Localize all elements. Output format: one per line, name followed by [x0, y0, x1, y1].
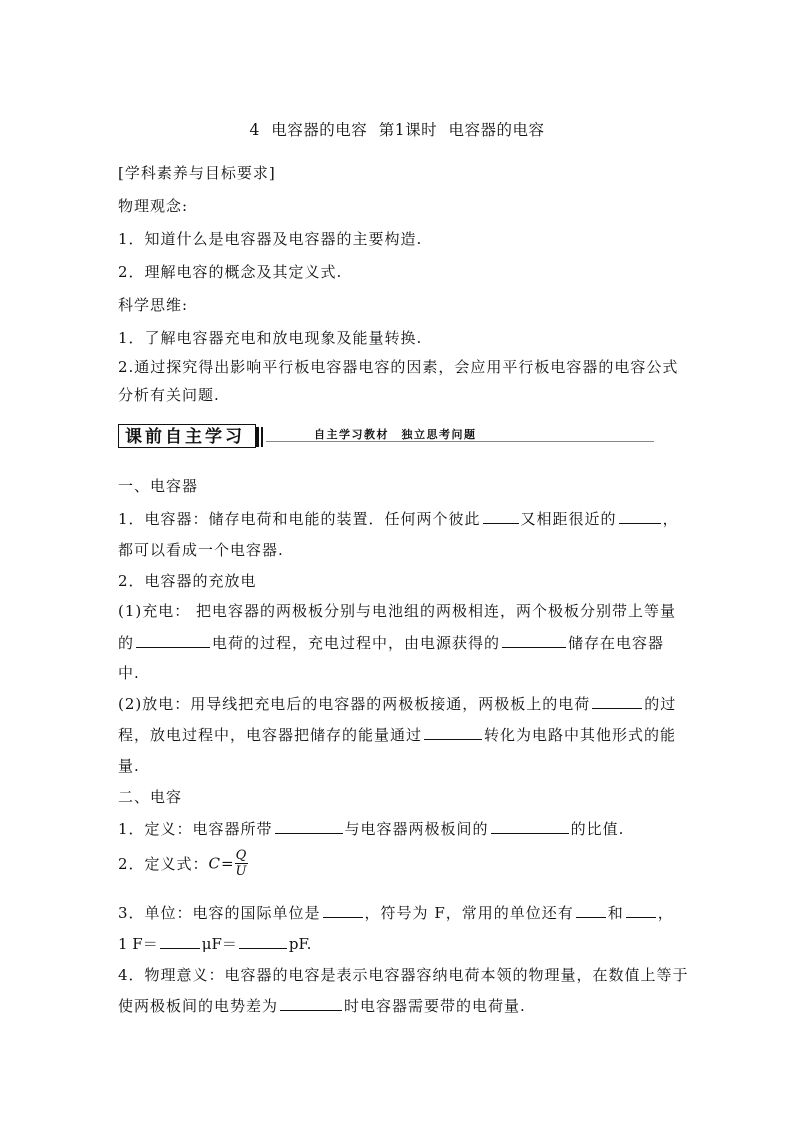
banner-title: 课前自主学习	[118, 424, 256, 448]
banner-subtitle: 自主学习教材 独立思考问题	[314, 428, 477, 441]
text: 2．定义式：	[118, 855, 209, 873]
text: (2)放电：用导线把充电后的电容器的两极板接通，两极板上的电荷	[118, 695, 591, 713]
fill-blank[interactable]	[576, 903, 606, 918]
fill-blank[interactable]	[592, 694, 642, 709]
formula-equals: =	[221, 854, 235, 873]
discharging-line-3: 量.	[118, 757, 140, 775]
physics-item-2: 2．理解电容的概念及其定义式.	[118, 263, 343, 281]
formula-symbol-c: C	[208, 854, 222, 873]
capacitance-unit	[118, 902, 674, 923]
fill-blank[interactable]	[619, 509, 661, 524]
text: 与电容器两极板间的	[344, 820, 489, 838]
charging-line-1: (1)充电： 把电容器的两极板分别与电池组的两极相连，两个极板分别带上等量	[118, 602, 677, 620]
page-title	[0, 118, 794, 140]
section1-heading: 一、电容器	[118, 477, 199, 495]
physical-meaning-line-1: 4．物理意义：电容器的电容是表示电容器容纳电荷本领的物理量，在数值上等于	[118, 966, 689, 984]
thinking-item-2: 2.通过探究得出影响平行板电容器电容的因素，会应用平行板电容器的电容公式	[118, 358, 679, 376]
fill-blank[interactable]	[160, 934, 200, 949]
text: 电荷的过程，充电过程中，由电源获得的	[212, 634, 501, 652]
section-banner	[118, 424, 654, 450]
text: ，	[662, 510, 679, 528]
text: 转化为电路中其他形式的能	[484, 726, 677, 744]
fill-blank[interactable]	[280, 996, 342, 1011]
formula-denominator: U	[235, 864, 248, 879]
formula-numerator: Q	[235, 848, 248, 863]
section2-heading: 二、电容	[118, 788, 183, 806]
fill-blank[interactable]	[136, 633, 210, 648]
charging-line-2	[118, 632, 664, 653]
text: ，符号为 F，常用的单位还有	[364, 904, 574, 922]
physical-meaning-line-2	[118, 995, 526, 1016]
capacitance-definition	[118, 818, 624, 839]
banner-bar	[256, 427, 259, 447]
fill-blank[interactable]	[275, 819, 343, 834]
fill-blank[interactable]	[323, 903, 363, 918]
fill-blank[interactable]	[424, 725, 482, 740]
physics-item-1: 1．知道什么是电容器及电容器的主要构造.	[118, 230, 423, 248]
physics-concept-label: 物理观念:	[118, 197, 189, 215]
thinking-item-2-cont: 分析有关问题.	[118, 386, 220, 404]
text: 1．电容器：储存电荷和电能的装置．任何两个彼此	[118, 510, 481, 528]
charge-discharge-heading: 2．电容器的充放电	[118, 572, 257, 590]
text: 时电容器需要带的电荷量.	[344, 997, 526, 1015]
discharging-line-1	[118, 693, 676, 714]
text: 的	[118, 634, 135, 652]
thinking-item-1: 1．了解电容器充电和放电现象及能量转换.	[118, 329, 423, 347]
discharging-line-2	[118, 724, 676, 745]
title-lesson: 第1课时	[378, 121, 438, 139]
text: 1．定义：电容器所带	[118, 820, 273, 838]
formula-fraction	[235, 848, 249, 879]
title-name: 电容器的电容	[271, 121, 368, 139]
charging-line-3: 中.	[118, 664, 140, 682]
fill-blank[interactable]	[626, 903, 656, 918]
capacitance-formula	[118, 848, 248, 879]
banner-bar	[261, 427, 263, 447]
fill-blank[interactable]	[239, 934, 287, 949]
text: ，	[657, 904, 674, 922]
text: 的比值.	[570, 820, 625, 838]
capacitor-definition-line	[118, 508, 679, 529]
text: 使两极板间的电势差为	[118, 997, 279, 1015]
fill-blank[interactable]	[483, 509, 519, 524]
fill-blank[interactable]	[491, 819, 569, 834]
text: 的过	[644, 695, 677, 713]
capacitor-definition-cont: 都可以看成一个电容器.	[118, 541, 284, 559]
unit-conversion	[118, 933, 311, 954]
fill-blank[interactable]	[502, 633, 566, 648]
text: 3．单位：电容的国际单位是	[118, 904, 321, 922]
text: 又相距很近的	[520, 510, 617, 528]
text: 和	[607, 904, 624, 922]
text: 储存在电容器	[568, 634, 665, 652]
title-subtitle: 电容器的电容	[448, 121, 545, 139]
title-number: 4	[249, 121, 260, 139]
text: pF.	[288, 935, 312, 953]
text: μF＝	[201, 935, 237, 953]
text: 1 F＝	[118, 935, 158, 953]
science-thinking-label: 科学思维:	[118, 296, 189, 314]
text: 程，放电过程中，电容器把储存的能量通过	[118, 726, 423, 744]
goals-header: [学科素养与目标要求]	[118, 164, 276, 182]
